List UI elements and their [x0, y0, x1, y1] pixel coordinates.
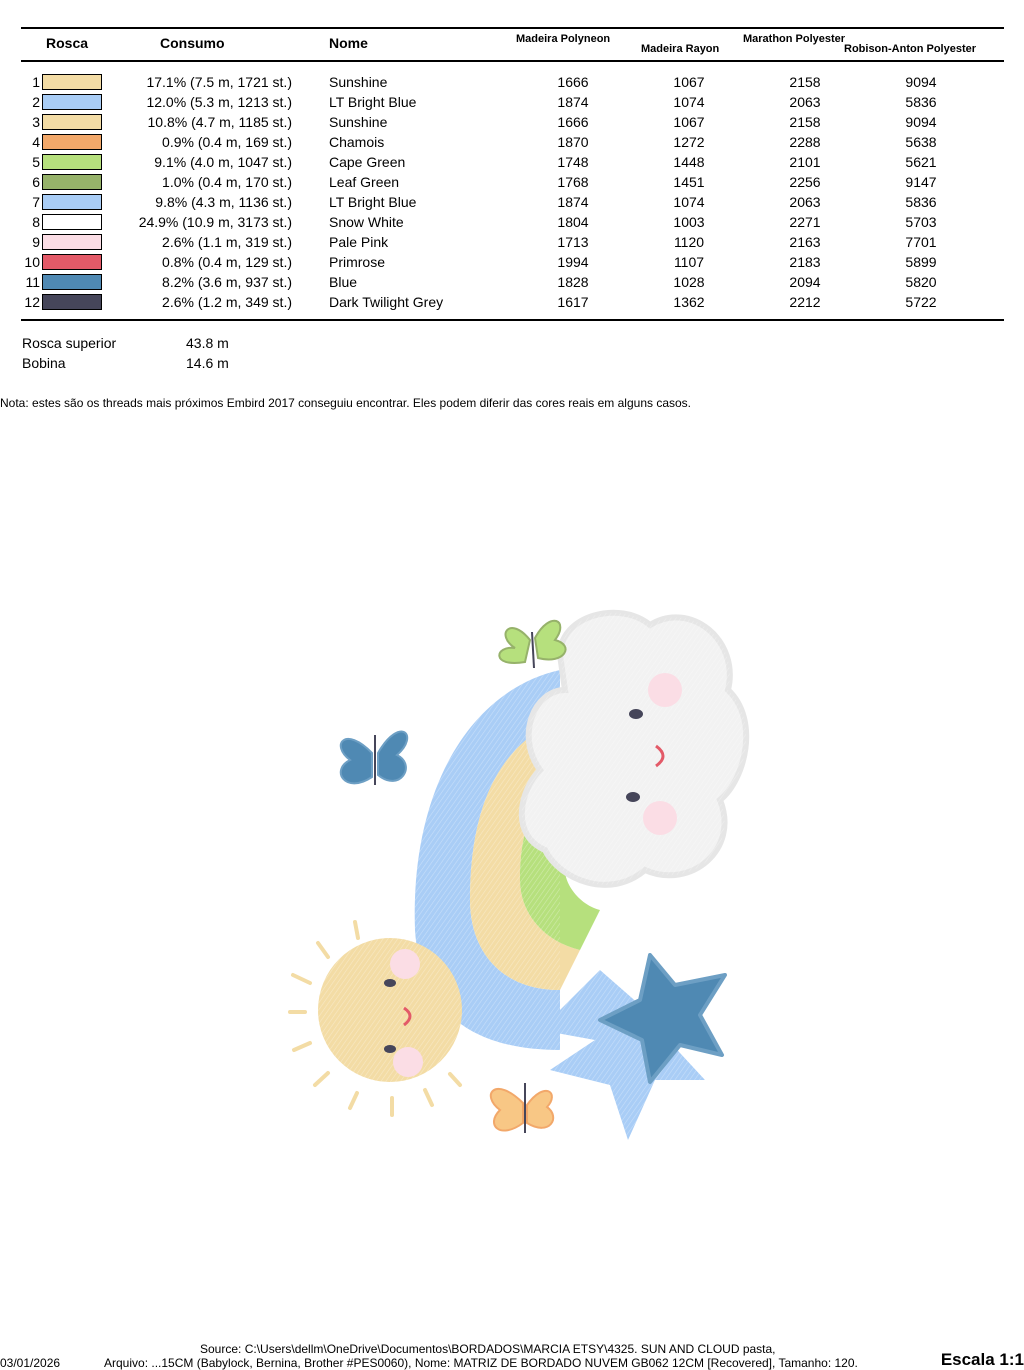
thread-number: 10: [24, 254, 40, 270]
madeira-polyneon-code: 1768: [557, 174, 589, 190]
thread-consumo: 8.2% (3.6 m, 937 st.): [162, 274, 292, 290]
thread-name: Pale Pink: [329, 234, 389, 250]
thread-consumo: 2.6% (1.2 m, 349 st.): [162, 294, 292, 310]
thread-number: 5: [32, 154, 40, 170]
robison-code: 5899: [905, 254, 937, 270]
marathon-code: 2212: [789, 294, 821, 310]
marathon-code: 2183: [789, 254, 821, 270]
marathon-code: 2094: [789, 274, 821, 290]
thread-consumo: 12.0% (5.3 m, 1213 st.): [146, 94, 292, 110]
thread-consumo: 24.9% (10.9 m, 3173 st.): [138, 214, 292, 230]
madeira-rayon-code: 1003: [673, 214, 705, 230]
marathon-code: 2288: [789, 134, 821, 150]
thread-name: Sunshine: [329, 74, 388, 90]
robison-code: 5722: [905, 294, 937, 310]
bobina-value: 14.6 m: [186, 355, 229, 371]
thread-number: 9: [32, 234, 40, 250]
bobina-label: Bobina: [22, 355, 66, 371]
robison-code: 5621: [905, 154, 937, 170]
robison-code: 5836: [905, 94, 937, 110]
madeira-polyneon-code: 1748: [557, 154, 589, 170]
blue-butterfly: [341, 732, 407, 785]
header-madeira-rayon: Madeira Rayon: [641, 43, 720, 55]
thread-number: 7: [32, 194, 40, 210]
footer-date: 03/01/2026: [0, 1356, 61, 1370]
madeira-rayon-code: 1074: [673, 194, 705, 210]
header-marathon: Marathon Polyester: [743, 33, 846, 45]
marathon-code: 2063: [789, 94, 821, 110]
marathon-code: 2271: [789, 214, 821, 230]
marathon-code: 2158: [789, 114, 821, 130]
thread-number: 6: [32, 174, 40, 190]
madeira-rayon-code: 1067: [673, 114, 705, 130]
marathon-code: 2256: [789, 174, 821, 190]
thread-name: LT Bright Blue: [329, 94, 417, 110]
robison-code: 9094: [905, 114, 937, 130]
marathon-code: 2101: [789, 154, 821, 170]
madeira-rayon-code: 1107: [673, 254, 705, 270]
madeira-rayon-code: 1120: [673, 234, 705, 250]
note-text: Nota: estes são os threads mais próximos Embird 2017 conseguiu encontrar. Eles podem diferir das cores reais em alguns casos.: [0, 396, 692, 410]
thread-number: 2: [32, 94, 40, 110]
madeira-rayon-code: 1074: [673, 94, 705, 110]
madeira-polyneon-code: 1874: [557, 194, 589, 210]
thread-name: Primrose: [329, 254, 386, 270]
thread-number: 4: [32, 134, 40, 150]
robison-code: 5836: [905, 194, 937, 210]
footer-arquivo: Arquivo: ...15CM (Babylock, Bernina, Brother #PES0060), Nome: MATRIZ DE BORDADO NUVEM GB062 12CM [Recovered], Tamanho: 120.: [104, 1356, 858, 1370]
thread-number: 11: [25, 274, 40, 290]
header-rosca: Rosca: [46, 35, 89, 51]
thread-consumo: 17.1% (7.5 m, 1721 st.): [146, 74, 292, 90]
thread-name: Leaf Green: [329, 174, 400, 190]
madeira-rayon-code: 1067: [673, 74, 705, 90]
madeira-polyneon-code: 1994: [557, 254, 589, 270]
thread-name: Blue: [329, 274, 358, 290]
thread-consumo: 1.0% (0.4 m, 170 st.): [162, 174, 292, 190]
thread-number: 1: [32, 74, 40, 90]
header-nome: Nome: [329, 35, 368, 51]
madeira-polyneon-code: 1617: [557, 294, 589, 310]
madeira-rayon-code: 1362: [673, 294, 705, 310]
madeira-rayon-code: 1451: [673, 174, 705, 190]
madeira-rayon-code: 1448: [673, 154, 705, 170]
madeira-polyneon-code: 1804: [557, 214, 589, 230]
madeira-polyneon-code: 1874: [557, 94, 589, 110]
thread-name: Snow White: [329, 214, 404, 230]
rosca-superior-label: Rosca superior: [22, 335, 117, 351]
thread-number: 3: [32, 114, 40, 130]
thread-consumo: 10.8% (4.7 m, 1185 st.): [147, 114, 292, 130]
madeira-polyneon-code: 1828: [557, 274, 589, 290]
thread-number: 12: [24, 294, 40, 310]
header-madeira-polyneon: Madeira Polyneon: [516, 33, 611, 45]
madeira-polyneon-code: 1666: [557, 114, 589, 130]
footer-source: Source: C:\Users\dellm\OneDrive\Documentos\BORDADOS\MARCIA ETSY\4325. SUN AND CLOUD pasta,: [200, 1342, 776, 1356]
marathon-code: 2063: [789, 194, 821, 210]
header-consumo: Consumo: [160, 35, 225, 51]
footer-scale: Escala 1:1: [940, 1350, 1024, 1369]
madeira-polyneon-code: 1870: [557, 134, 589, 150]
thread-consumo: 0.9% (0.4 m, 169 st.): [162, 134, 292, 150]
thread-consumo: 9.1% (4.0 m, 1047 st.): [154, 154, 292, 170]
thread-consumo: 0.8% (0.4 m, 129 st.): [162, 254, 292, 270]
thread-name: Sunshine: [329, 114, 388, 130]
robison-code: 9147: [905, 174, 937, 190]
madeira-polyneon-code: 1713: [557, 234, 589, 250]
header-robison: Robison-Anton Polyester: [844, 43, 977, 55]
robison-code: 5820: [905, 274, 937, 290]
robison-code: 5638: [905, 134, 937, 150]
robison-code: 9094: [905, 74, 937, 90]
sun: [318, 938, 462, 1082]
thread-number: 8: [32, 214, 40, 230]
madeira-rayon-code: 1028: [673, 274, 705, 290]
madeira-rayon-code: 1272: [673, 134, 705, 150]
thread-consumo: 9.8% (4.3 m, 1136 st.): [155, 194, 292, 210]
green-butterfly: [499, 621, 565, 668]
orange-butterfly: [491, 1083, 553, 1133]
thread-name: LT Bright Blue: [329, 194, 417, 210]
rosca-superior-value: 43.8 m: [186, 335, 229, 351]
thread-name: Cape Green: [329, 154, 406, 170]
robison-code: 5703: [905, 214, 937, 230]
madeira-polyneon-code: 1666: [557, 74, 589, 90]
thread-consumo: 2.6% (1.1 m, 319 st.): [162, 234, 292, 250]
marathon-code: 2163: [789, 234, 821, 250]
thread-name: Dark Twilight Grey: [329, 294, 444, 310]
marathon-code: 2158: [789, 74, 821, 90]
thread-name: Chamois: [329, 134, 385, 150]
robison-code: 7701: [905, 234, 937, 250]
